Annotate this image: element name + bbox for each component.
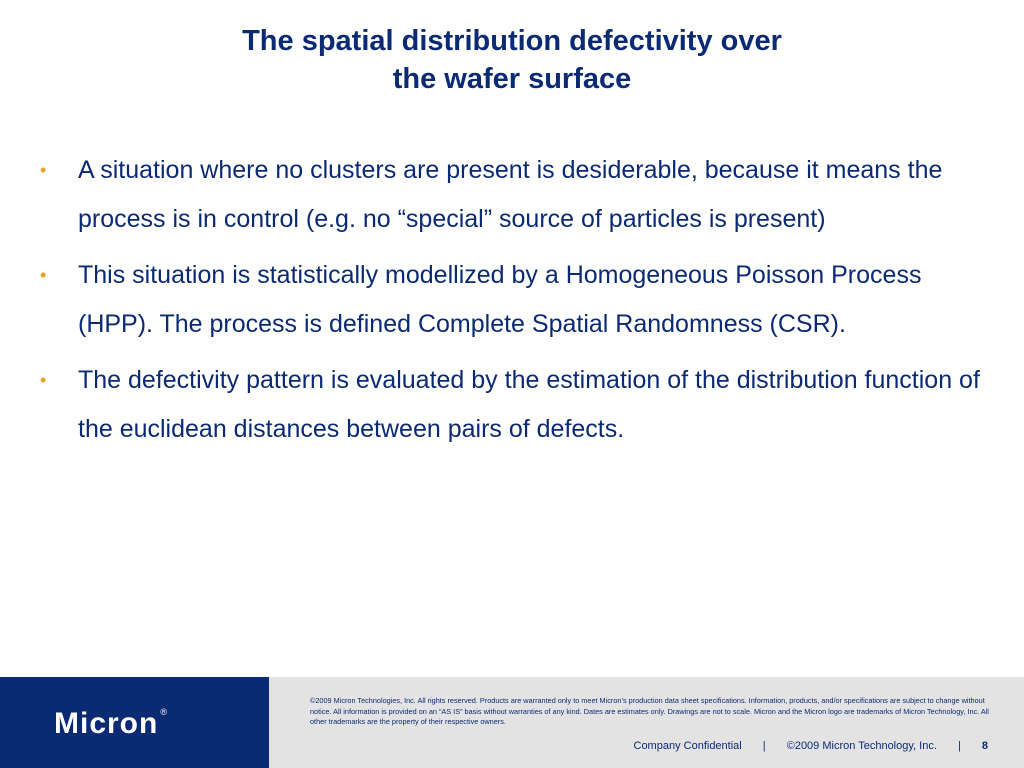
micron-logo [54, 707, 168, 741]
bullet-dot-icon: • [40, 160, 47, 180]
footer-confidential-bar [634, 740, 989, 752]
bullet-dot-icon: • [40, 370, 47, 390]
bullet-list [40, 146, 980, 461]
footer [0, 677, 1024, 768]
slide-title [0, 22, 1024, 98]
bullet-item [40, 251, 980, 349]
bullet-dot-icon: • [40, 265, 47, 285]
bullet-item [40, 146, 980, 244]
logo-panel [0, 677, 269, 768]
bullet-item [40, 356, 980, 454]
page-number: 8 [981, 740, 988, 752]
bullet-text: This situation is statistically modellized by a Homogeneous Poisson Process (HPP). The process is defined Complete Spatial Randomness (CSR). [78, 261, 922, 338]
confidential-label: Company Confidential [633, 740, 742, 752]
footer-copyright: ©2009 Micron Technology, Inc. [786, 740, 937, 752]
slide-title-line-1: The spatial distribution defectivity over [242, 25, 782, 57]
legal-disclaimer: ©2009 Micron Technologies, Inc. All rights reserved. Products are warranted only to meet Micron’s production data sheet specifications. Information, products, and/or specifications are subject to change without notice. All information is provided on an “AS IS” basis without warranties of any kind. Dates are estimates only. Drawings are not to scale. Micron and the Micron logo are trademarks of Micron Technology, Inc. All other trademarks are the property of their respective owners. [310, 696, 989, 726]
registered-mark: ® [160, 707, 168, 717]
logo-wordmark: Micron [54, 707, 159, 740]
bullet-text: A situation where no clusters are present is desiderable, because it means the process is in control (e.g. no “special” source of particles is present) [78, 156, 943, 233]
slide-title-line-2: the wafer surface [392, 63, 632, 95]
bullet-text: The defectivity pattern is evaluated by the estimation of the distribution function of the euclidean distances between pairs of defects. [78, 366, 980, 443]
footer-separator: | [762, 740, 766, 752]
footer-separator: | [957, 740, 961, 752]
